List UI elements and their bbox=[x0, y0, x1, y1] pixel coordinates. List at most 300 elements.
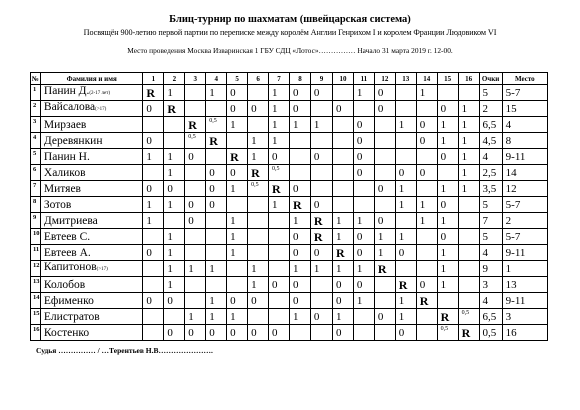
result-cell bbox=[227, 133, 248, 149]
points-cell: 6,5 bbox=[479, 117, 502, 133]
player-name-cell bbox=[40, 181, 143, 197]
result-cell: 1 bbox=[269, 197, 290, 213]
result-cell: 0 bbox=[310, 245, 332, 261]
column-header: 5 bbox=[227, 73, 248, 85]
result-cell: R bbox=[310, 213, 332, 229]
result-cell: 0 bbox=[332, 101, 353, 117]
result-cell bbox=[374, 293, 395, 309]
result-cell: 0 bbox=[185, 149, 206, 165]
result-cell: 1 bbox=[164, 277, 185, 293]
result-cell: 1 bbox=[458, 165, 479, 181]
column-header: 13 bbox=[395, 73, 416, 85]
result-cell: 1 bbox=[458, 117, 479, 133]
result-cell bbox=[353, 325, 374, 341]
result-cell bbox=[289, 325, 310, 341]
result-cell: 1 bbox=[374, 245, 395, 261]
place-cell: 8 bbox=[502, 133, 547, 149]
result-cell bbox=[269, 245, 290, 261]
result-cell: 1 bbox=[206, 309, 227, 325]
table-row bbox=[31, 85, 548, 101]
player-age-note: (>17) bbox=[95, 107, 107, 112]
result-cell: 1 bbox=[269, 85, 290, 101]
place-cell: 5-7 bbox=[502, 197, 547, 213]
result-cell bbox=[206, 277, 227, 293]
result-cell: 1 bbox=[395, 197, 416, 213]
result-cell bbox=[206, 213, 227, 229]
result-cell: R bbox=[143, 85, 164, 101]
result-cell: 0 bbox=[395, 245, 416, 261]
result-cell bbox=[353, 309, 374, 325]
result-cell: 1 bbox=[332, 309, 353, 325]
column-header: 6 bbox=[248, 73, 269, 85]
result-cell: 0 bbox=[437, 149, 458, 165]
result-cell: 0 bbox=[289, 85, 310, 101]
result-cell bbox=[185, 277, 206, 293]
result-cell bbox=[185, 101, 206, 117]
result-cell: 1 bbox=[437, 133, 458, 149]
place-cell: 3 bbox=[502, 309, 547, 325]
table-row bbox=[31, 293, 548, 309]
player-name: Деревянкин bbox=[43, 135, 103, 147]
result-cell bbox=[332, 117, 353, 133]
result-cell bbox=[143, 117, 164, 133]
result-cell: 0 bbox=[353, 245, 374, 261]
result-cell: 0 bbox=[332, 325, 353, 341]
result-cell bbox=[416, 261, 437, 277]
table-body bbox=[31, 85, 548, 341]
points-cell: 4 bbox=[479, 245, 502, 261]
column-header: Фамилия и имя bbox=[40, 73, 143, 85]
result-cell bbox=[395, 149, 416, 165]
result-cell: 1 bbox=[143, 149, 164, 165]
result-cell bbox=[437, 85, 458, 101]
result-cell bbox=[395, 101, 416, 117]
result-cell: 1 bbox=[248, 261, 269, 277]
result-cell bbox=[185, 85, 206, 101]
result-cell bbox=[458, 197, 479, 213]
points-cell: 4,5 bbox=[479, 133, 502, 149]
column-header: 16 bbox=[458, 73, 479, 85]
column-header: Место bbox=[502, 73, 547, 85]
table-header-row bbox=[31, 73, 548, 85]
result-cell: 1 bbox=[269, 101, 290, 117]
result-cell: 1 bbox=[248, 149, 269, 165]
result-cell bbox=[437, 165, 458, 181]
result-cell bbox=[458, 229, 479, 245]
points-cell: 4 bbox=[479, 293, 502, 309]
result-cell: R bbox=[437, 309, 458, 325]
table-row bbox=[31, 181, 548, 197]
result-cell: 1 bbox=[227, 181, 248, 197]
result-cell bbox=[458, 293, 479, 309]
points-cell: 2 bbox=[479, 101, 502, 117]
row-number: 15 bbox=[31, 309, 41, 325]
result-cell bbox=[227, 277, 248, 293]
place-cell: 5-7 bbox=[502, 229, 547, 245]
result-cell: 1 bbox=[269, 133, 290, 149]
result-cell: 0 bbox=[374, 309, 395, 325]
result-cell bbox=[416, 101, 437, 117]
result-cell: 0 bbox=[332, 277, 353, 293]
result-cell: 0 bbox=[374, 213, 395, 229]
result-cell bbox=[310, 101, 332, 117]
result-cell: 0,5 bbox=[269, 165, 290, 181]
result-cell bbox=[458, 261, 479, 277]
player-name-cell bbox=[40, 261, 143, 277]
result-cell: 1 bbox=[164, 197, 185, 213]
result-cell: 0 bbox=[206, 165, 227, 181]
result-cell bbox=[374, 117, 395, 133]
result-cell: 1 bbox=[227, 229, 248, 245]
place-cell: 14 bbox=[502, 165, 547, 181]
player-age-note: (2-17 лет) bbox=[89, 91, 111, 96]
row-number: 11 bbox=[31, 245, 41, 261]
result-cell: 1 bbox=[437, 261, 458, 277]
result-cell: 1 bbox=[332, 229, 353, 245]
result-cell: 0 bbox=[143, 133, 164, 149]
column-header: 9 bbox=[310, 73, 332, 85]
column-header: 2 bbox=[164, 73, 185, 85]
column-header: 3 bbox=[185, 73, 206, 85]
result-cell: 0 bbox=[289, 245, 310, 261]
result-cell bbox=[310, 165, 332, 181]
result-cell bbox=[310, 133, 332, 149]
result-cell: R bbox=[458, 325, 479, 341]
result-cell bbox=[374, 197, 395, 213]
result-cell: R bbox=[374, 261, 395, 277]
result-cell: R bbox=[289, 197, 310, 213]
result-cell: 1 bbox=[227, 245, 248, 261]
result-cell bbox=[310, 325, 332, 341]
result-cell bbox=[374, 133, 395, 149]
result-cell bbox=[269, 229, 290, 245]
result-cell bbox=[164, 213, 185, 229]
row-number: 9 bbox=[31, 213, 41, 229]
result-cell bbox=[332, 165, 353, 181]
tournament-table bbox=[30, 72, 548, 341]
result-cell: 0 bbox=[416, 133, 437, 149]
result-cell bbox=[164, 133, 185, 149]
result-cell bbox=[332, 197, 353, 213]
player-name-cell bbox=[40, 133, 143, 149]
result-cell: R bbox=[227, 149, 248, 165]
result-cell: 1 bbox=[164, 261, 185, 277]
row-number: 6 bbox=[31, 165, 41, 181]
result-cell: 0 bbox=[248, 325, 269, 341]
result-cell bbox=[227, 197, 248, 213]
result-cell: 0 bbox=[416, 117, 437, 133]
player-name-cell bbox=[40, 293, 143, 309]
result-cell bbox=[248, 197, 269, 213]
player-name-cell bbox=[40, 213, 143, 229]
result-cell: 0 bbox=[164, 181, 185, 197]
result-cell: 1 bbox=[143, 197, 164, 213]
result-cell: 0 bbox=[227, 325, 248, 341]
result-cell bbox=[269, 261, 290, 277]
result-cell bbox=[206, 149, 227, 165]
player-name: Ефименко bbox=[43, 295, 94, 307]
result-cell bbox=[248, 85, 269, 101]
result-cell: 0 bbox=[353, 277, 374, 293]
result-cell: 1 bbox=[437, 277, 458, 293]
result-cell: 0 bbox=[374, 101, 395, 117]
result-cell: 1 bbox=[458, 149, 479, 165]
result-cell: 1 bbox=[289, 309, 310, 325]
result-cell: 1 bbox=[374, 229, 395, 245]
result-cell: 0,5 bbox=[206, 117, 227, 133]
result-cell: 0,5 bbox=[458, 309, 479, 325]
result-cell: 1 bbox=[353, 213, 374, 229]
result-cell: R bbox=[164, 101, 185, 117]
result-cell: 1 bbox=[395, 181, 416, 197]
row-number: 1 bbox=[31, 85, 41, 101]
column-header: 4 bbox=[206, 73, 227, 85]
result-cell: 0 bbox=[143, 181, 164, 197]
result-cell: 0 bbox=[185, 325, 206, 341]
row-number: 7 bbox=[31, 181, 41, 197]
place-cell: 9-11 bbox=[502, 245, 547, 261]
column-header: 15 bbox=[437, 73, 458, 85]
table-row bbox=[31, 229, 548, 245]
player-name: Панин Н. bbox=[43, 151, 90, 163]
result-cell: 1 bbox=[143, 213, 164, 229]
result-cell bbox=[248, 309, 269, 325]
result-cell: 0 bbox=[353, 133, 374, 149]
result-cell: 0,5 bbox=[185, 133, 206, 149]
place-cell: 1 bbox=[502, 261, 547, 277]
points-cell: 5 bbox=[479, 85, 502, 101]
points-cell: 5 bbox=[479, 229, 502, 245]
result-cell: 0 bbox=[437, 101, 458, 117]
result-cell: 1 bbox=[437, 181, 458, 197]
column-header: 11 bbox=[353, 73, 374, 85]
result-cell: 0 bbox=[310, 309, 332, 325]
result-cell bbox=[353, 181, 374, 197]
judge-signature-line: Судья …………… / …Терентьев Н.В…………………. bbox=[36, 346, 213, 355]
result-cell bbox=[185, 293, 206, 309]
row-number: 2 bbox=[31, 101, 41, 117]
result-cell bbox=[269, 309, 290, 325]
table-row bbox=[31, 197, 548, 213]
place-cell: 16 bbox=[502, 325, 547, 341]
result-cell: R bbox=[248, 165, 269, 181]
result-cell: 1 bbox=[164, 229, 185, 245]
result-cell bbox=[416, 309, 437, 325]
player-name: Дмитриева bbox=[43, 215, 98, 227]
row-number: 5 bbox=[31, 149, 41, 165]
player-name-cell bbox=[40, 325, 143, 341]
player-name-cell bbox=[40, 309, 143, 325]
page-title: Блиц-турнир по шахматам (швейцарская система) bbox=[169, 14, 411, 25]
result-cell: 1 bbox=[395, 293, 416, 309]
result-cell: 1 bbox=[353, 293, 374, 309]
page-subtitle: Посвящён 900-летию первой партии по переписке между королём Англии Генрихом I и королем Франции Людовиком VI bbox=[83, 28, 497, 37]
result-cell: 0 bbox=[353, 229, 374, 245]
result-cell: 1 bbox=[395, 117, 416, 133]
result-cell bbox=[206, 229, 227, 245]
result-cell: 0 bbox=[164, 293, 185, 309]
points-cell: 2,5 bbox=[479, 165, 502, 181]
result-cell: 1 bbox=[310, 117, 332, 133]
result-cell bbox=[185, 245, 206, 261]
result-cell: 0 bbox=[437, 229, 458, 245]
result-cell bbox=[395, 261, 416, 277]
result-cell bbox=[416, 245, 437, 261]
row-number: 8 bbox=[31, 197, 41, 213]
result-cell bbox=[227, 261, 248, 277]
result-cell bbox=[395, 85, 416, 101]
result-cell: 0 bbox=[289, 101, 310, 117]
place-cell: 9-11 bbox=[502, 293, 547, 309]
player-name: Панин Д. bbox=[43, 85, 90, 97]
result-cell: 0,5 bbox=[437, 325, 458, 341]
result-cell: 0 bbox=[310, 85, 332, 101]
table-row bbox=[31, 101, 548, 117]
result-cell bbox=[289, 149, 310, 165]
result-cell bbox=[185, 165, 206, 181]
result-cell bbox=[332, 85, 353, 101]
result-cell: 1 bbox=[248, 133, 269, 149]
result-cell: 1 bbox=[437, 117, 458, 133]
result-cell bbox=[310, 277, 332, 293]
points-cell: 6,5 bbox=[479, 309, 502, 325]
row-number: 12 bbox=[31, 261, 41, 277]
points-cell: 3,5 bbox=[479, 181, 502, 197]
result-cell: R bbox=[332, 245, 353, 261]
table-row bbox=[31, 117, 548, 133]
result-cell: 1 bbox=[206, 85, 227, 101]
column-header: 14 bbox=[416, 73, 437, 85]
result-cell: 1 bbox=[332, 261, 353, 277]
result-cell: R bbox=[395, 277, 416, 293]
result-cell bbox=[416, 325, 437, 341]
result-cell bbox=[332, 181, 353, 197]
points-cell: 3 bbox=[479, 277, 502, 293]
result-cell: 1 bbox=[289, 213, 310, 229]
row-number: 14 bbox=[31, 293, 41, 309]
player-name: Вайсалова bbox=[43, 101, 96, 113]
column-header: Очки bbox=[479, 73, 502, 85]
result-cell: 1 bbox=[310, 261, 332, 277]
place-cell: 15 bbox=[502, 101, 547, 117]
row-number: 3 bbox=[31, 117, 41, 133]
result-cell bbox=[206, 245, 227, 261]
result-cell: 0 bbox=[143, 101, 164, 117]
result-cell: 0 bbox=[185, 213, 206, 229]
result-cell bbox=[374, 165, 395, 181]
result-cell bbox=[143, 325, 164, 341]
result-cell bbox=[248, 213, 269, 229]
result-cell: 0 bbox=[289, 181, 310, 197]
result-cell: 1 bbox=[206, 293, 227, 309]
result-cell: 0 bbox=[227, 101, 248, 117]
result-cell: 1 bbox=[416, 197, 437, 213]
result-cell: 0 bbox=[374, 181, 395, 197]
result-cell bbox=[458, 85, 479, 101]
result-cell bbox=[416, 229, 437, 245]
result-cell bbox=[437, 293, 458, 309]
result-cell: 1 bbox=[458, 181, 479, 197]
player-name: Евтеев С. bbox=[43, 231, 91, 243]
result-cell: 0 bbox=[248, 293, 269, 309]
result-cell: R bbox=[185, 117, 206, 133]
result-cell bbox=[269, 293, 290, 309]
result-cell: 0 bbox=[332, 293, 353, 309]
result-cell: 0 bbox=[289, 229, 310, 245]
result-cell: 1 bbox=[206, 261, 227, 277]
place-cell: 2 bbox=[502, 213, 547, 229]
result-cell: 1 bbox=[353, 261, 374, 277]
player-age-note: (>17) bbox=[96, 267, 108, 272]
result-cell bbox=[395, 213, 416, 229]
result-cell: 1 bbox=[164, 165, 185, 181]
table-row bbox=[31, 149, 548, 165]
result-cell: 0 bbox=[416, 277, 437, 293]
result-cell: 1 bbox=[353, 85, 374, 101]
row-number: 16 bbox=[31, 325, 41, 341]
result-cell bbox=[374, 325, 395, 341]
table-row bbox=[31, 165, 548, 181]
place-cell: 12 bbox=[502, 181, 547, 197]
result-cell bbox=[185, 229, 206, 245]
player-name: Костенко bbox=[43, 327, 90, 339]
player-name-cell bbox=[40, 229, 143, 245]
table-row bbox=[31, 277, 548, 293]
result-cell: 0 bbox=[437, 197, 458, 213]
result-cell: 1 bbox=[395, 229, 416, 245]
result-cell: 0 bbox=[143, 293, 164, 309]
result-cell: 0 bbox=[310, 149, 332, 165]
result-cell: R bbox=[269, 181, 290, 197]
result-cell: 0 bbox=[374, 85, 395, 101]
column-header: 8 bbox=[289, 73, 310, 85]
player-name: Зотов bbox=[43, 199, 72, 211]
result-cell: 1 bbox=[227, 117, 248, 133]
result-cell: 1 bbox=[227, 213, 248, 229]
player-name-cell bbox=[40, 149, 143, 165]
player-name: Халиков bbox=[43, 167, 86, 179]
result-cell: 1 bbox=[185, 261, 206, 277]
result-cell: R bbox=[206, 133, 227, 149]
result-cell bbox=[458, 277, 479, 293]
result-cell: 0,5 bbox=[248, 181, 269, 197]
result-cell bbox=[143, 165, 164, 181]
result-cell bbox=[143, 229, 164, 245]
result-cell bbox=[164, 309, 185, 325]
table-row bbox=[31, 325, 548, 341]
result-cell: 0 bbox=[416, 165, 437, 181]
row-number: 4 bbox=[31, 133, 41, 149]
result-cell: 1 bbox=[289, 117, 310, 133]
result-cell bbox=[458, 245, 479, 261]
place-cell: 13 bbox=[502, 277, 547, 293]
result-cell bbox=[185, 181, 206, 197]
result-cell: 0 bbox=[353, 117, 374, 133]
result-cell bbox=[416, 181, 437, 197]
result-cell: 1 bbox=[164, 149, 185, 165]
result-cell bbox=[289, 165, 310, 181]
table-row bbox=[31, 133, 548, 149]
result-cell bbox=[310, 293, 332, 309]
result-cell: 0 bbox=[269, 277, 290, 293]
result-cell bbox=[269, 213, 290, 229]
column-header: 1 bbox=[143, 73, 164, 85]
result-cell: 1 bbox=[289, 261, 310, 277]
result-cell bbox=[310, 181, 332, 197]
result-cell bbox=[143, 309, 164, 325]
result-cell: 0 bbox=[248, 101, 269, 117]
result-cell: 1 bbox=[437, 213, 458, 229]
